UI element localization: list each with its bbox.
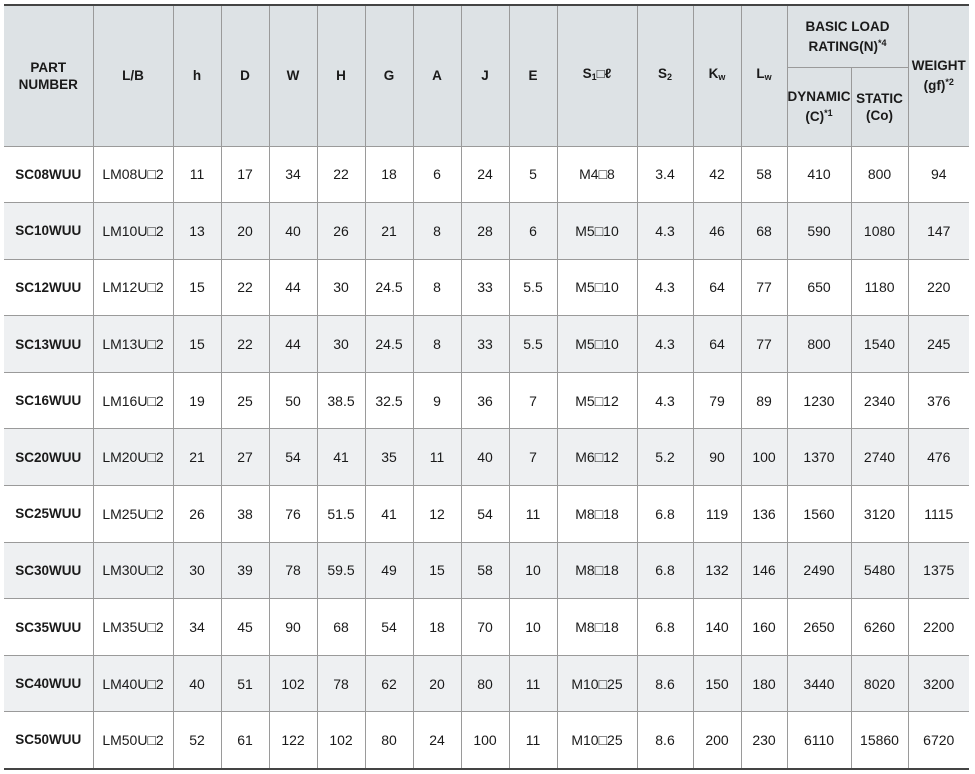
cell-hh: 26 bbox=[317, 203, 365, 260]
cell-weight: 1115 bbox=[908, 486, 969, 543]
cell-e: 6 bbox=[509, 203, 557, 260]
cell-static: 15860 bbox=[851, 712, 908, 769]
cell-static: 6260 bbox=[851, 599, 908, 656]
table-row bbox=[4, 655, 969, 712]
cell-static: 1180 bbox=[851, 259, 908, 316]
header-kw: $K_w$ bbox=[693, 5, 741, 146]
table-row bbox=[4, 146, 969, 203]
cell-h: 21 bbox=[173, 429, 221, 486]
cell-lw: 160 bbox=[741, 599, 787, 656]
table-body bbox=[4, 146, 969, 769]
cell-d: 27 bbox=[221, 429, 269, 486]
cell-weight: 94 bbox=[908, 146, 969, 203]
cell-kw: 79 bbox=[693, 372, 741, 429]
cell-lb: LM35U□2 bbox=[93, 599, 173, 656]
cell-j: 100 bbox=[461, 712, 509, 769]
cell-d: 61 bbox=[221, 712, 269, 769]
cell-j: 80 bbox=[461, 655, 509, 712]
cell-kw: 200 bbox=[693, 712, 741, 769]
cell-lb: LM16U□2 bbox=[93, 372, 173, 429]
cell-s1-l: M10□25 bbox=[557, 655, 637, 712]
cell-h: 30 bbox=[173, 542, 221, 599]
cell-lw: 77 bbox=[741, 259, 787, 316]
cell-part-number: SC08WUU bbox=[4, 146, 93, 203]
header-lb: L/B bbox=[93, 5, 173, 146]
cell-g: 80 bbox=[365, 712, 413, 769]
cell-weight: 245 bbox=[908, 316, 969, 373]
header-s1-l: $S_1□\ell$ bbox=[557, 5, 637, 146]
cell-lw: 146 bbox=[741, 542, 787, 599]
cell-h: 11 bbox=[173, 146, 221, 203]
cell-static: 5480 bbox=[851, 542, 908, 599]
cell-d: 25 bbox=[221, 372, 269, 429]
table-row bbox=[4, 486, 969, 543]
cell-hh: 51.5 bbox=[317, 486, 365, 543]
cell-lw: 136 bbox=[741, 486, 787, 543]
cell-j: 70 bbox=[461, 599, 509, 656]
cell-a: 12 bbox=[413, 486, 461, 543]
cell-weight: 476 bbox=[908, 429, 969, 486]
cell-kw: 90 bbox=[693, 429, 741, 486]
cell-hh: 68 bbox=[317, 599, 365, 656]
cell-w: 54 bbox=[269, 429, 317, 486]
cell-static: 2340 bbox=[851, 372, 908, 429]
table-row bbox=[4, 542, 969, 599]
cell-hh: 102 bbox=[317, 712, 365, 769]
cell-d: 45 bbox=[221, 599, 269, 656]
header-weight: WEIGHT (gf)$^{*2}$ bbox=[908, 5, 969, 146]
cell-part-number: SC10WUU bbox=[4, 203, 93, 260]
cell-static: 1540 bbox=[851, 316, 908, 373]
cell-s1-l: M5□10 bbox=[557, 203, 637, 260]
cell-a: 18 bbox=[413, 599, 461, 656]
cell-lw: 100 bbox=[741, 429, 787, 486]
cell-lb: LM30U□2 bbox=[93, 542, 173, 599]
cell-s2: 6.8 bbox=[637, 542, 693, 599]
table-header bbox=[4, 5, 969, 146]
cell-part-number: SC12WUU bbox=[4, 259, 93, 316]
header-h: h bbox=[173, 5, 221, 146]
table-row bbox=[4, 372, 969, 429]
cell-s2: 8.6 bbox=[637, 655, 693, 712]
cell-e: 5.5 bbox=[509, 316, 557, 373]
cell-dynamic: 650 bbox=[787, 259, 851, 316]
cell-s1-l: M5□10 bbox=[557, 259, 637, 316]
cell-dynamic: 2490 bbox=[787, 542, 851, 599]
cell-dynamic: 410 bbox=[787, 146, 851, 203]
cell-j: 58 bbox=[461, 542, 509, 599]
cell-part-number: SC20WUU bbox=[4, 429, 93, 486]
cell-kw: 119 bbox=[693, 486, 741, 543]
cell-weight: 376 bbox=[908, 372, 969, 429]
cell-lb: LM08U□2 bbox=[93, 146, 173, 203]
cell-e: 11 bbox=[509, 655, 557, 712]
cell-w: 76 bbox=[269, 486, 317, 543]
cell-part-number: SC13WUU bbox=[4, 316, 93, 373]
cell-h: 15 bbox=[173, 259, 221, 316]
cell-a: 24 bbox=[413, 712, 461, 769]
table-row bbox=[4, 259, 969, 316]
cell-g: 24.5 bbox=[365, 259, 413, 316]
table-row bbox=[4, 429, 969, 486]
cell-h: 13 bbox=[173, 203, 221, 260]
cell-a: 8 bbox=[413, 203, 461, 260]
cell-e: 10 bbox=[509, 599, 557, 656]
header-lw: $L_w$ bbox=[741, 5, 787, 146]
cell-a: 8 bbox=[413, 316, 461, 373]
cell-d: 22 bbox=[221, 316, 269, 373]
cell-w: 44 bbox=[269, 316, 317, 373]
cell-s1-l: M10□25 bbox=[557, 712, 637, 769]
cell-g: 32.5 bbox=[365, 372, 413, 429]
cell-s2: 3.4 bbox=[637, 146, 693, 203]
cell-g: 41 bbox=[365, 486, 413, 543]
cell-e: 5 bbox=[509, 146, 557, 203]
cell-g: 62 bbox=[365, 655, 413, 712]
cell-j: 36 bbox=[461, 372, 509, 429]
cell-j: 40 bbox=[461, 429, 509, 486]
cell-kw: 46 bbox=[693, 203, 741, 260]
cell-part-number: SC35WUU bbox=[4, 599, 93, 656]
cell-w: 102 bbox=[269, 655, 317, 712]
header-w: W bbox=[269, 5, 317, 146]
cell-g: 35 bbox=[365, 429, 413, 486]
cell-w: 44 bbox=[269, 259, 317, 316]
header-basic-load-rating: BASIC LOAD $RATING(N)^{*4}$ bbox=[787, 5, 908, 67]
cell-hh: 22 bbox=[317, 146, 365, 203]
cell-dynamic: 3440 bbox=[787, 655, 851, 712]
cell-static: 800 bbox=[851, 146, 908, 203]
cell-e: 10 bbox=[509, 542, 557, 599]
cell-s2: 5.2 bbox=[637, 429, 693, 486]
cell-e: 11 bbox=[509, 486, 557, 543]
cell-weight: 6720 bbox=[908, 712, 969, 769]
cell-s2: 6.8 bbox=[637, 486, 693, 543]
cell-a: 9 bbox=[413, 372, 461, 429]
header-j: J bbox=[461, 5, 509, 146]
cell-h: 34 bbox=[173, 599, 221, 656]
cell-lw: 58 bbox=[741, 146, 787, 203]
cell-lw: 77 bbox=[741, 316, 787, 373]
cell-e: 7 bbox=[509, 372, 557, 429]
header-hh: H bbox=[317, 5, 365, 146]
cell-a: 6 bbox=[413, 146, 461, 203]
cell-w: 122 bbox=[269, 712, 317, 769]
cell-j: 28 bbox=[461, 203, 509, 260]
cell-d: 38 bbox=[221, 486, 269, 543]
cell-g: 18 bbox=[365, 146, 413, 203]
cell-s2: 4.3 bbox=[637, 316, 693, 373]
table-row bbox=[4, 203, 969, 260]
cell-e: 11 bbox=[509, 712, 557, 769]
cell-h: 40 bbox=[173, 655, 221, 712]
cell-hh: 30 bbox=[317, 316, 365, 373]
cell-w: 78 bbox=[269, 542, 317, 599]
cell-d: 51 bbox=[221, 655, 269, 712]
header-g: G bbox=[365, 5, 413, 146]
cell-dynamic: 1370 bbox=[787, 429, 851, 486]
cell-s2: 4.3 bbox=[637, 259, 693, 316]
cell-lb: LM10U□2 bbox=[93, 203, 173, 260]
table-row bbox=[4, 316, 969, 373]
cell-g: 54 bbox=[365, 599, 413, 656]
cell-lb: LM20U□2 bbox=[93, 429, 173, 486]
cell-hh: 38.5 bbox=[317, 372, 365, 429]
cell-static: 3120 bbox=[851, 486, 908, 543]
cell-s2: 4.3 bbox=[637, 203, 693, 260]
cell-hh: 59.5 bbox=[317, 542, 365, 599]
cell-a: 20 bbox=[413, 655, 461, 712]
cell-part-number: SC25WUU bbox=[4, 486, 93, 543]
cell-lb: LM12U□2 bbox=[93, 259, 173, 316]
cell-s1-l: M6□12 bbox=[557, 429, 637, 486]
cell-e: 7 bbox=[509, 429, 557, 486]
header-static: STATIC (Co) bbox=[851, 67, 908, 146]
cell-s1-l: M4□8 bbox=[557, 146, 637, 203]
cell-lw: 89 bbox=[741, 372, 787, 429]
cell-h: 52 bbox=[173, 712, 221, 769]
cell-static: 8020 bbox=[851, 655, 908, 712]
cell-static: 2740 bbox=[851, 429, 908, 486]
cell-lb: LM13U□2 bbox=[93, 316, 173, 373]
cell-hh: 41 bbox=[317, 429, 365, 486]
cell-dynamic: 590 bbox=[787, 203, 851, 260]
header-s2: $S_2$ bbox=[637, 5, 693, 146]
cell-dynamic: 1560 bbox=[787, 486, 851, 543]
cell-s1-l: M8□18 bbox=[557, 599, 637, 656]
cell-s1-l: M8□18 bbox=[557, 486, 637, 543]
cell-d: 39 bbox=[221, 542, 269, 599]
table-row bbox=[4, 712, 969, 769]
cell-d: 22 bbox=[221, 259, 269, 316]
cell-kw: 150 bbox=[693, 655, 741, 712]
cell-kw: 132 bbox=[693, 542, 741, 599]
cell-part-number: SC30WUU bbox=[4, 542, 93, 599]
cell-j: 54 bbox=[461, 486, 509, 543]
cell-weight: 147 bbox=[908, 203, 969, 260]
cell-e: 5.5 bbox=[509, 259, 557, 316]
cell-w: 34 bbox=[269, 146, 317, 203]
header-d: D bbox=[221, 5, 269, 146]
cell-kw: 140 bbox=[693, 599, 741, 656]
cell-part-number: SC16WUU bbox=[4, 372, 93, 429]
cell-lw: 230 bbox=[741, 712, 787, 769]
cell-static: 1080 bbox=[851, 203, 908, 260]
cell-kw: 64 bbox=[693, 259, 741, 316]
cell-a: 8 bbox=[413, 259, 461, 316]
cell-g: 49 bbox=[365, 542, 413, 599]
cell-lb: LM50U□2 bbox=[93, 712, 173, 769]
cell-s2: 8.6 bbox=[637, 712, 693, 769]
cell-g: 24.5 bbox=[365, 316, 413, 373]
cell-lw: 180 bbox=[741, 655, 787, 712]
cell-w: 90 bbox=[269, 599, 317, 656]
cell-s2: 6.8 bbox=[637, 599, 693, 656]
cell-s1-l: M5□10 bbox=[557, 316, 637, 373]
cell-lw: 68 bbox=[741, 203, 787, 260]
linear-bushing-spec-table bbox=[4, 4, 969, 770]
header-dynamic: DYNAMIC $(C)^{*1}$ bbox=[787, 67, 851, 146]
table-row bbox=[4, 599, 969, 656]
cell-a: 15 bbox=[413, 542, 461, 599]
cell-j: 24 bbox=[461, 146, 509, 203]
cell-j: 33 bbox=[461, 316, 509, 373]
cell-h: 15 bbox=[173, 316, 221, 373]
cell-part-number: SC50WUU bbox=[4, 712, 93, 769]
cell-weight: 2200 bbox=[908, 599, 969, 656]
cell-a: 11 bbox=[413, 429, 461, 486]
cell-hh: 30 bbox=[317, 259, 365, 316]
cell-h: 26 bbox=[173, 486, 221, 543]
cell-lb: LM40U□2 bbox=[93, 655, 173, 712]
cell-kw: 64 bbox=[693, 316, 741, 373]
cell-weight: 3200 bbox=[908, 655, 969, 712]
cell-h: 19 bbox=[173, 372, 221, 429]
cell-d: 17 bbox=[221, 146, 269, 203]
cell-w: 50 bbox=[269, 372, 317, 429]
cell-kw: 42 bbox=[693, 146, 741, 203]
header-e: E bbox=[509, 5, 557, 146]
cell-weight: 1375 bbox=[908, 542, 969, 599]
cell-s1-l: M8□18 bbox=[557, 542, 637, 599]
cell-w: 40 bbox=[269, 203, 317, 260]
cell-g: 21 bbox=[365, 203, 413, 260]
cell-s2: 4.3 bbox=[637, 372, 693, 429]
cell-weight: 220 bbox=[908, 259, 969, 316]
spec-table-container bbox=[4, 4, 969, 770]
cell-dynamic: 6110 bbox=[787, 712, 851, 769]
cell-d: 20 bbox=[221, 203, 269, 260]
header-a: A bbox=[413, 5, 461, 146]
cell-lb: LM25U□2 bbox=[93, 486, 173, 543]
cell-dynamic: 1230 bbox=[787, 372, 851, 429]
cell-j: 33 bbox=[461, 259, 509, 316]
cell-dynamic: 800 bbox=[787, 316, 851, 373]
cell-s1-l: M5□12 bbox=[557, 372, 637, 429]
header-part-number: PART NUMBER bbox=[4, 5, 93, 146]
cell-part-number: SC40WUU bbox=[4, 655, 93, 712]
cell-hh: 78 bbox=[317, 655, 365, 712]
cell-dynamic: 2650 bbox=[787, 599, 851, 656]
